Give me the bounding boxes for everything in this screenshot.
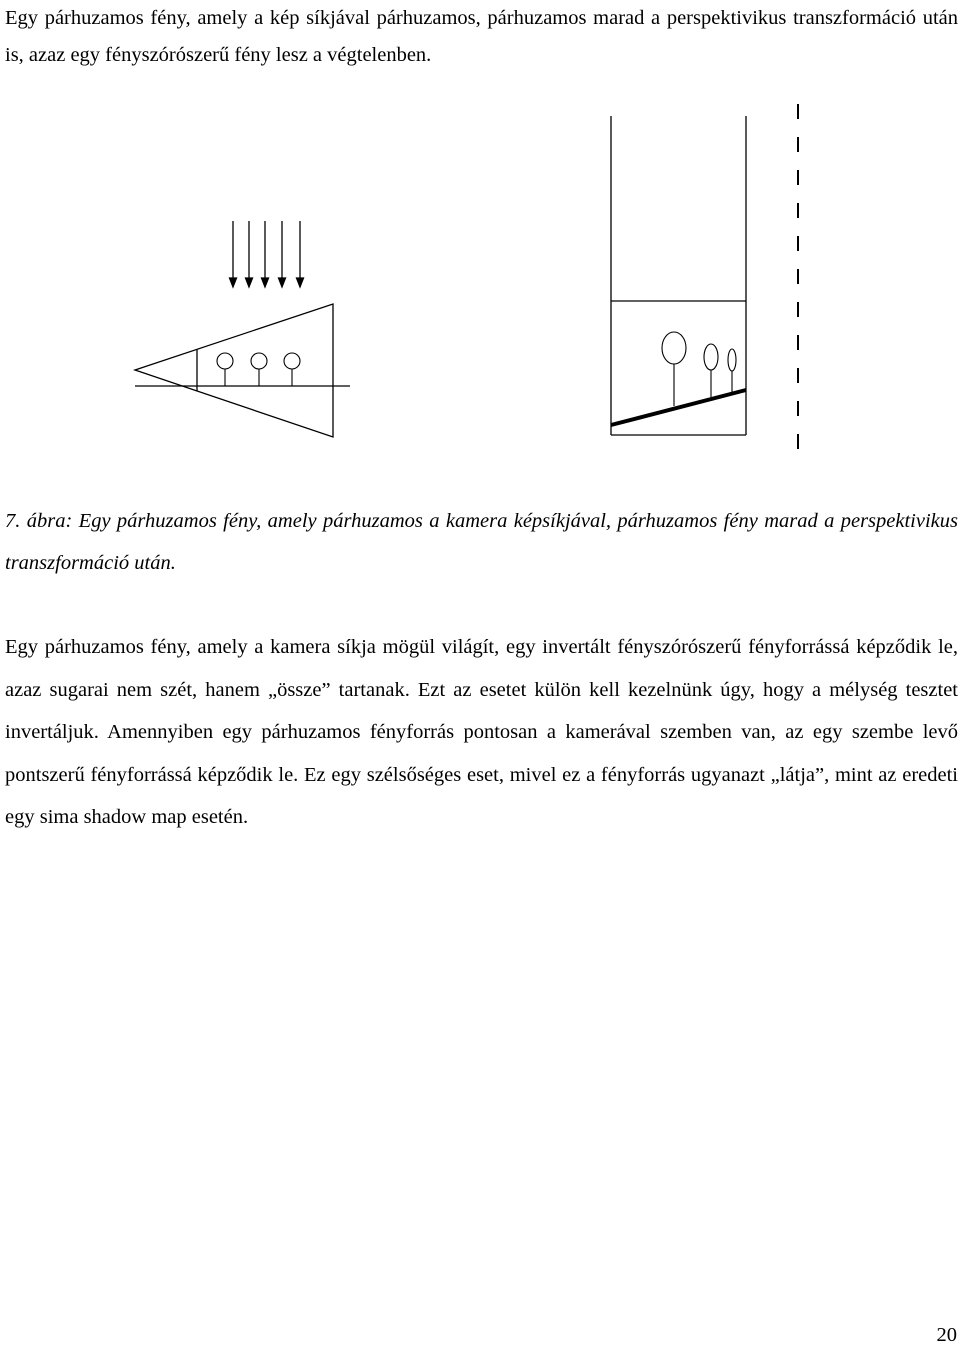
tree-icon: [728, 349, 736, 392]
figure-left-frustum: [125, 215, 365, 445]
light-arrow: [262, 221, 269, 287]
figure-caption: 7. ábra: Egy párhuzamos fény, amely párhuzamos a kamera képsíkjával, párhuzamos fény marad a perspektivikus transzformáció után.: [5, 510, 958, 574]
body-paragraph: Egy párhuzamos fény, amely a kamera síkja mögül világít, egy invertált fényszórószerű fényforrássá képződik le, azaz sugarai nem szét, hanem „össze” tartanak. Ezt az esetet külön kell kezelnünk úgy, hogy a mélység tesztet invertáljuk. Amennyiben egy párhuzamos fényforrás pontosan a kamerával szemben van, az egy szembe levő pontszerű fényforrássá képződik le. Ez egy szélsőséges eset, mivel ez a fényforrás ugyanazt „látja”, mint az eredeti egy sima shadow map esetén.: [5, 636, 958, 828]
light-arrow: [246, 221, 253, 287]
figure-right-transformed: [600, 100, 810, 460]
tree-icon: [217, 353, 233, 386]
parallel-light-arrows: [230, 221, 304, 287]
intro-paragraph: Egy párhuzamos fény, amely a kép síkjával párhuzamos, párhuzamos marad a perspektivikus transzformáció után is, azaz egy fényszórószerű fény lesz a végtelenben.: [5, 7, 958, 66]
light-arrow: [230, 221, 237, 287]
light-arrow: [297, 221, 304, 287]
page-number: 20: [936, 1324, 957, 1346]
tree-icon: [704, 344, 718, 397]
tree-icon: [662, 332, 686, 406]
tree-icon: [284, 353, 300, 386]
ground-line: [611, 390, 746, 425]
light-arrow: [279, 221, 286, 287]
tree-objects: [217, 353, 300, 386]
view-frustum: [135, 304, 333, 437]
tree-icon: [251, 353, 267, 386]
